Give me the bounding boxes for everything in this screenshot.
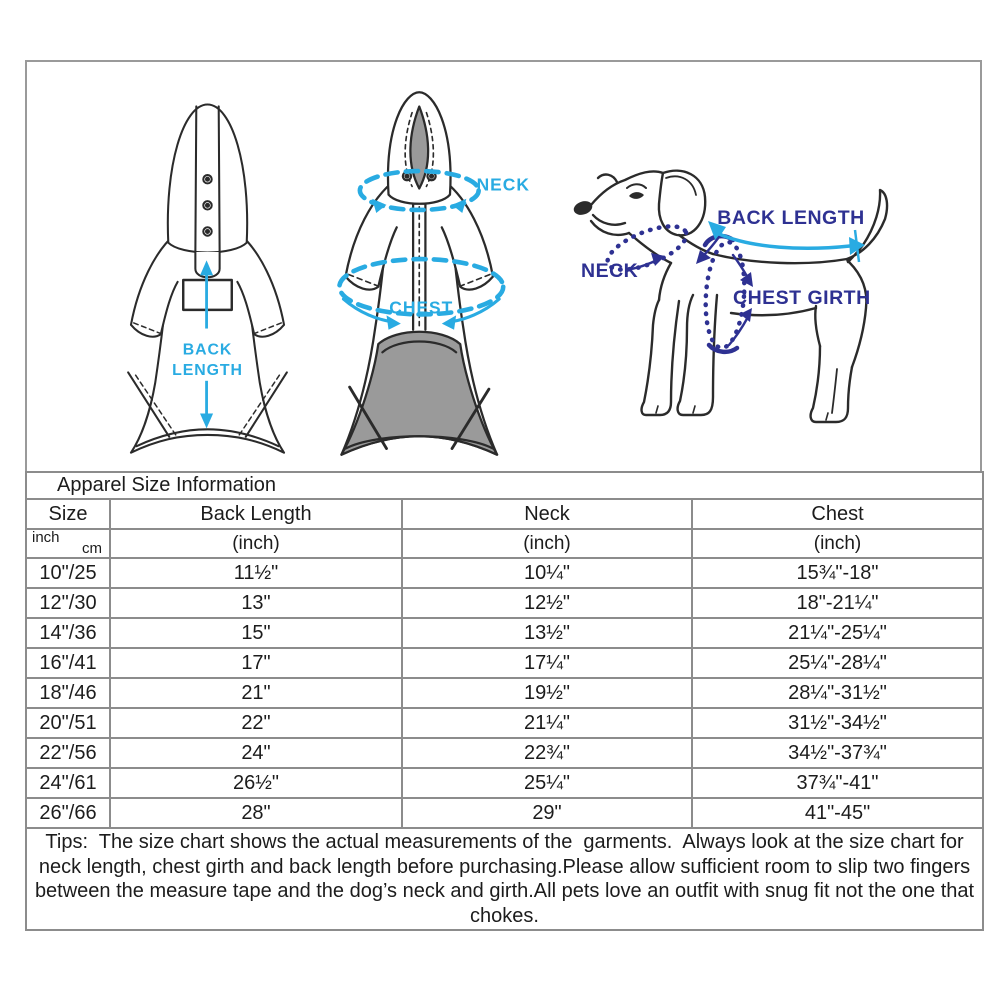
- table-row: [26, 768, 983, 798]
- col-header-back-length: Back Length: [110, 499, 402, 529]
- dog-measurement-illustration: [567, 145, 977, 445]
- tips-row: [26, 828, 983, 930]
- dog-chest-girth-label: CHEST GIRTH: [733, 287, 871, 309]
- cell-chest: 34½"-37¾": [692, 738, 983, 768]
- table-row: [26, 588, 983, 618]
- table-row: [26, 648, 983, 678]
- table-title: Apparel Size Information: [26, 472, 983, 499]
- back-length-label-line1: BACK: [182, 341, 233, 359]
- cell-chest: 18"-21¼": [692, 588, 983, 618]
- cell-back_length: 11½": [110, 558, 402, 588]
- cell-size: 10"/25: [26, 558, 110, 588]
- size-table: [25, 471, 984, 931]
- cell-neck: 29": [402, 798, 692, 828]
- cell-back_length: 17": [110, 648, 402, 678]
- front-neck-label: NECK: [476, 174, 530, 195]
- unit-cell-size-diagonal: [26, 529, 110, 558]
- cell-back_length: 22": [110, 708, 402, 738]
- table-title-row: [26, 472, 983, 499]
- table-unit-row: [26, 529, 983, 558]
- cell-size: 20"/51: [26, 708, 110, 738]
- cell-back_length: 13": [110, 588, 402, 618]
- tips-text: Tips: The size chart shows the actual measurements of the garments. Always look at the size chart for neck length, chest girth and back length before purchasing.Please allow sufficient room to slip two fingers between the measure tape and the dog’s neck and girth.All pets love an outfit with snug fit not the one that chokes.: [26, 828, 983, 930]
- cell-neck: 10¼": [402, 558, 692, 588]
- cell-chest: 31½"-34½": [692, 708, 983, 738]
- raincoat-front-outline: [341, 92, 497, 454]
- unit-cm-label: cm: [82, 540, 102, 557]
- table-row: [26, 798, 983, 828]
- cell-chest: 28¼"-31½": [692, 678, 983, 708]
- dog-nose: [572, 199, 594, 217]
- cell-neck: 12½": [402, 588, 692, 618]
- cell-chest: 15¾"-18": [692, 558, 983, 588]
- cell-neck: 25¼": [402, 768, 692, 798]
- cell-chest: 25¼"-28¼": [692, 648, 983, 678]
- table-row: [26, 708, 983, 738]
- cell-back_length: 24": [110, 738, 402, 768]
- cell-neck: 19½": [402, 678, 692, 708]
- illustration-panel: [25, 60, 982, 473]
- cell-chest: 21¼"-25¼": [692, 618, 983, 648]
- cell-back_length: 28": [110, 798, 402, 828]
- col-header-neck: Neck: [402, 499, 692, 529]
- cell-back_length: 21": [110, 678, 402, 708]
- table-row: [26, 678, 983, 708]
- cell-neck: 22¾": [402, 738, 692, 768]
- cell-size: 24"/61: [26, 768, 110, 798]
- front-chest-label: CHEST: [389, 297, 454, 318]
- cell-back_length: 15": [110, 618, 402, 648]
- raincoat-front-view-illustration: [327, 84, 532, 468]
- cell-chest: 41"-45": [692, 798, 983, 828]
- col-header-chest: Chest: [692, 499, 983, 529]
- cell-size: 22"/56: [26, 738, 110, 768]
- dog-neck-label: NECK: [581, 260, 639, 282]
- cell-size: 12"/30: [26, 588, 110, 618]
- unit-cell-back-length: (inch): [110, 529, 402, 558]
- unit-inch-label: inch: [32, 529, 60, 546]
- cell-size: 14"/36: [26, 618, 110, 648]
- dog-back-length-label: BACK LENGTH: [717, 207, 865, 229]
- raincoat-back-view-illustration: [105, 84, 310, 476]
- table-row: [26, 738, 983, 768]
- cell-back_length: 26½": [110, 768, 402, 798]
- unit-cell-neck: (inch): [402, 529, 692, 558]
- cell-chest: 37¾"-41": [692, 768, 983, 798]
- cell-neck: 21¼": [402, 708, 692, 738]
- back-length-label-line2: LENGTH: [172, 362, 243, 380]
- cell-size: 18"/46: [26, 678, 110, 708]
- unit-cell-chest: (inch): [692, 529, 983, 558]
- cell-neck: 13½": [402, 618, 692, 648]
- cell-size: 16"/41: [26, 648, 110, 678]
- table-header-row: [26, 499, 983, 529]
- col-header-size: Size: [26, 499, 110, 529]
- table-row: [26, 618, 983, 648]
- table-row: [26, 558, 983, 588]
- size-table-body: [26, 558, 983, 828]
- cell-neck: 17¼": [402, 648, 692, 678]
- cell-size: 26"/66: [26, 798, 110, 828]
